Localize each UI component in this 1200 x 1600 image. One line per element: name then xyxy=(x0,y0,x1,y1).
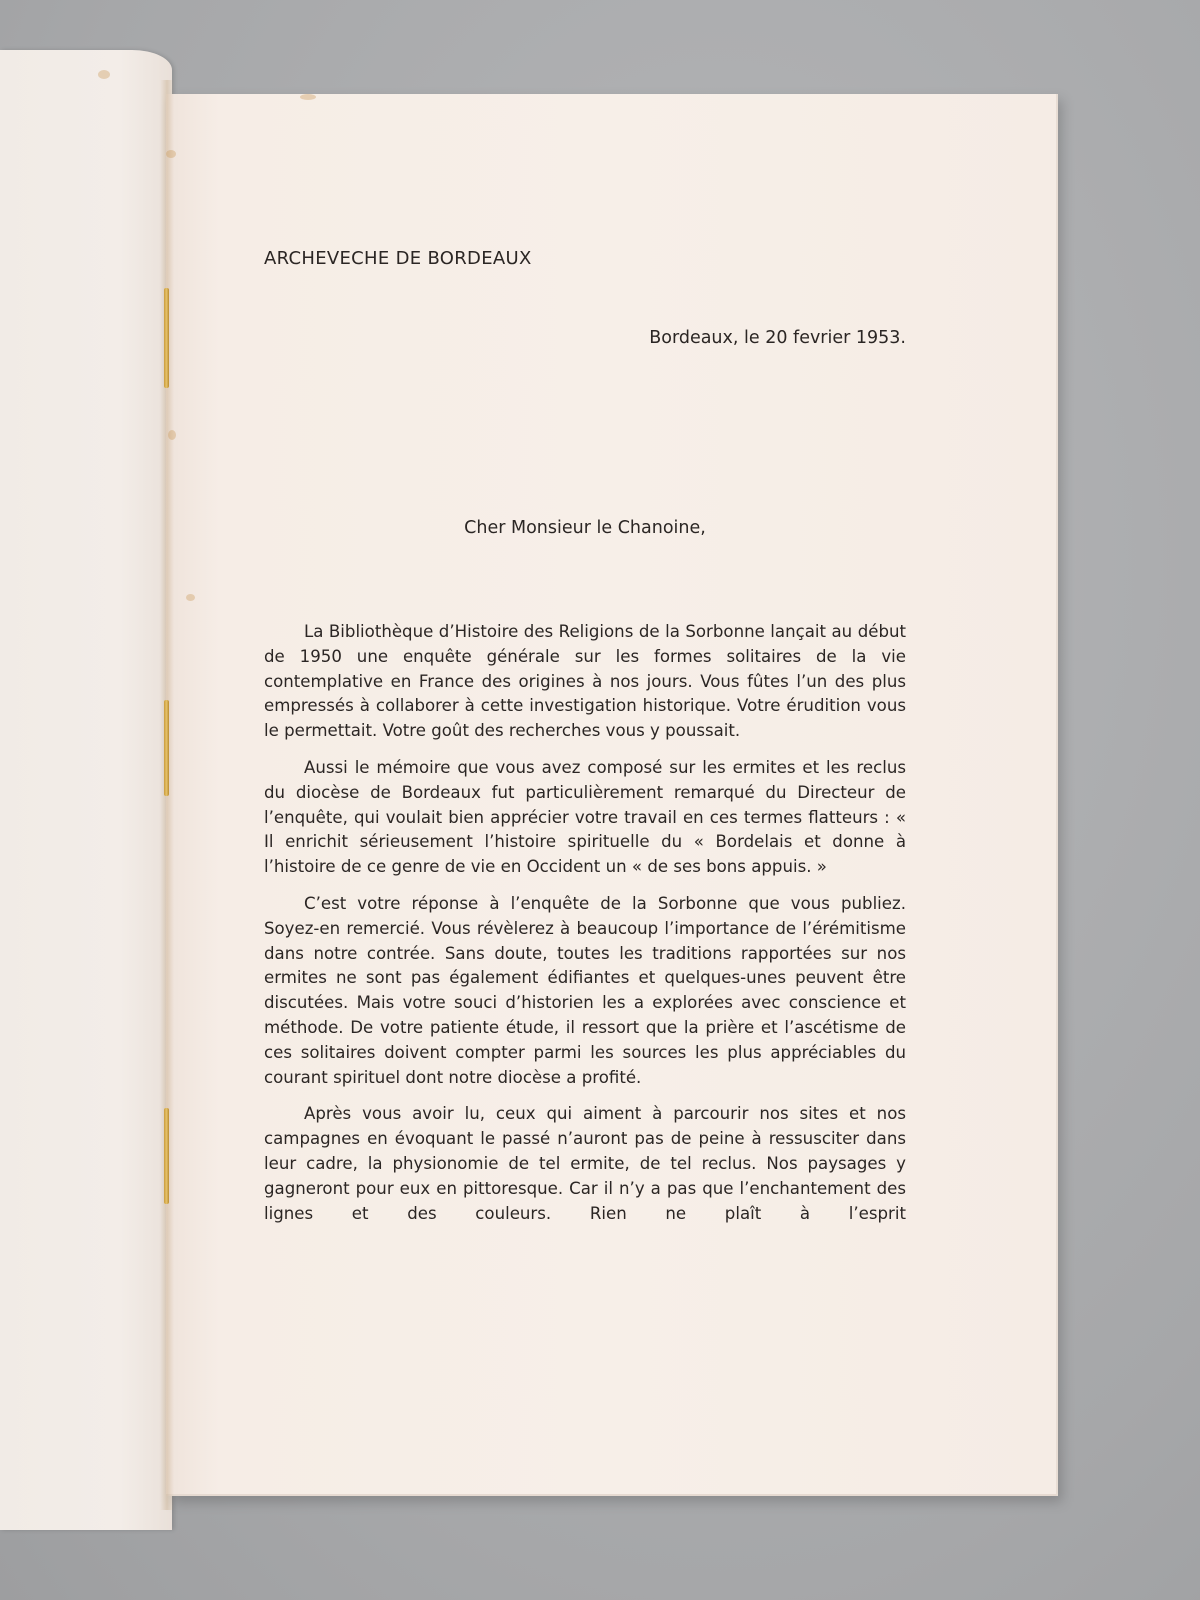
binding-stitch xyxy=(164,700,169,796)
letter-body xyxy=(264,620,906,1238)
paragraph: Après vous avoir lu, ceux qui aiment à parcourir nos sites et nos campagnes en évoquant le passé n’auront pas de peine à ressusciter dans leur cadre, la physionomie de tel ermite, de tel reclus. Nos paysages y gagneront pour eux en pittoresque. Car il n’y a pas que l’enchantement des lignes et des couleurs. Rien ne plaît à l’esprit xyxy=(264,1104,906,1223)
foxing-stain xyxy=(168,430,176,440)
salutation: Cher Monsieur le Chanoine, xyxy=(464,518,706,538)
foxing-stain xyxy=(166,150,176,158)
paragraph: Aussi le mémoire que vous avez composé sur les ermites et les reclus du diocèse de Bordeaux fut particulièrement remarqué du Directeur de l’enquête, qui voulait bien apprécier votre travail en ces termes flatteurs : « Il enrichit sérieusement l’histoire spirituelle du « Bordelais et donne à l’histoire de ce genre de vie en Occident un « de ses bons appuis. » xyxy=(264,757,906,877)
left-page xyxy=(0,50,172,1530)
foxing-stain xyxy=(186,594,195,601)
dateline: Bordeaux, le 20 fevrier 1953. xyxy=(649,328,906,348)
binding-stitch xyxy=(164,288,169,388)
binding-stitch xyxy=(164,1108,169,1204)
foxing-stain xyxy=(300,94,316,100)
paragraph: C’est votre réponse à l’enquête de la Sorbonne que vous publiez. Soyez-en remercié. Vous révèlerez à beaucoup l’importance de l’érémitisme dans notre contrée. Sans doute, toutes les traditions rapportées sur nos ermites ne sont pas également édifiantes et quelques-unes peuvent être discutées. Mais votre souci d’historien les a explorées avec conscience et méthode. De votre patiente étude, il ressort que la prière et l’ascétisme de ces solitaires doivent compter parmi les sources les plus appréciables du courant spirituel dont notre diocèse a profité. xyxy=(264,893,906,1087)
paragraph: La Bibliothèque d’Histoire des Religions de la Sorbonne lançait au début de 1950 une enquête générale sur les formes solitaires de la vie contemplative en France des origines à nos jours. Vous fûtes l’un des plus empressés à collaborer à cette investigation historique. Votre érudition vous le permettait. Votre goût des recherches vous y poussait. xyxy=(264,622,906,741)
foxing-stain xyxy=(98,70,110,79)
letterhead: ARCHEVECHE DE BORDEAUX xyxy=(264,248,532,269)
